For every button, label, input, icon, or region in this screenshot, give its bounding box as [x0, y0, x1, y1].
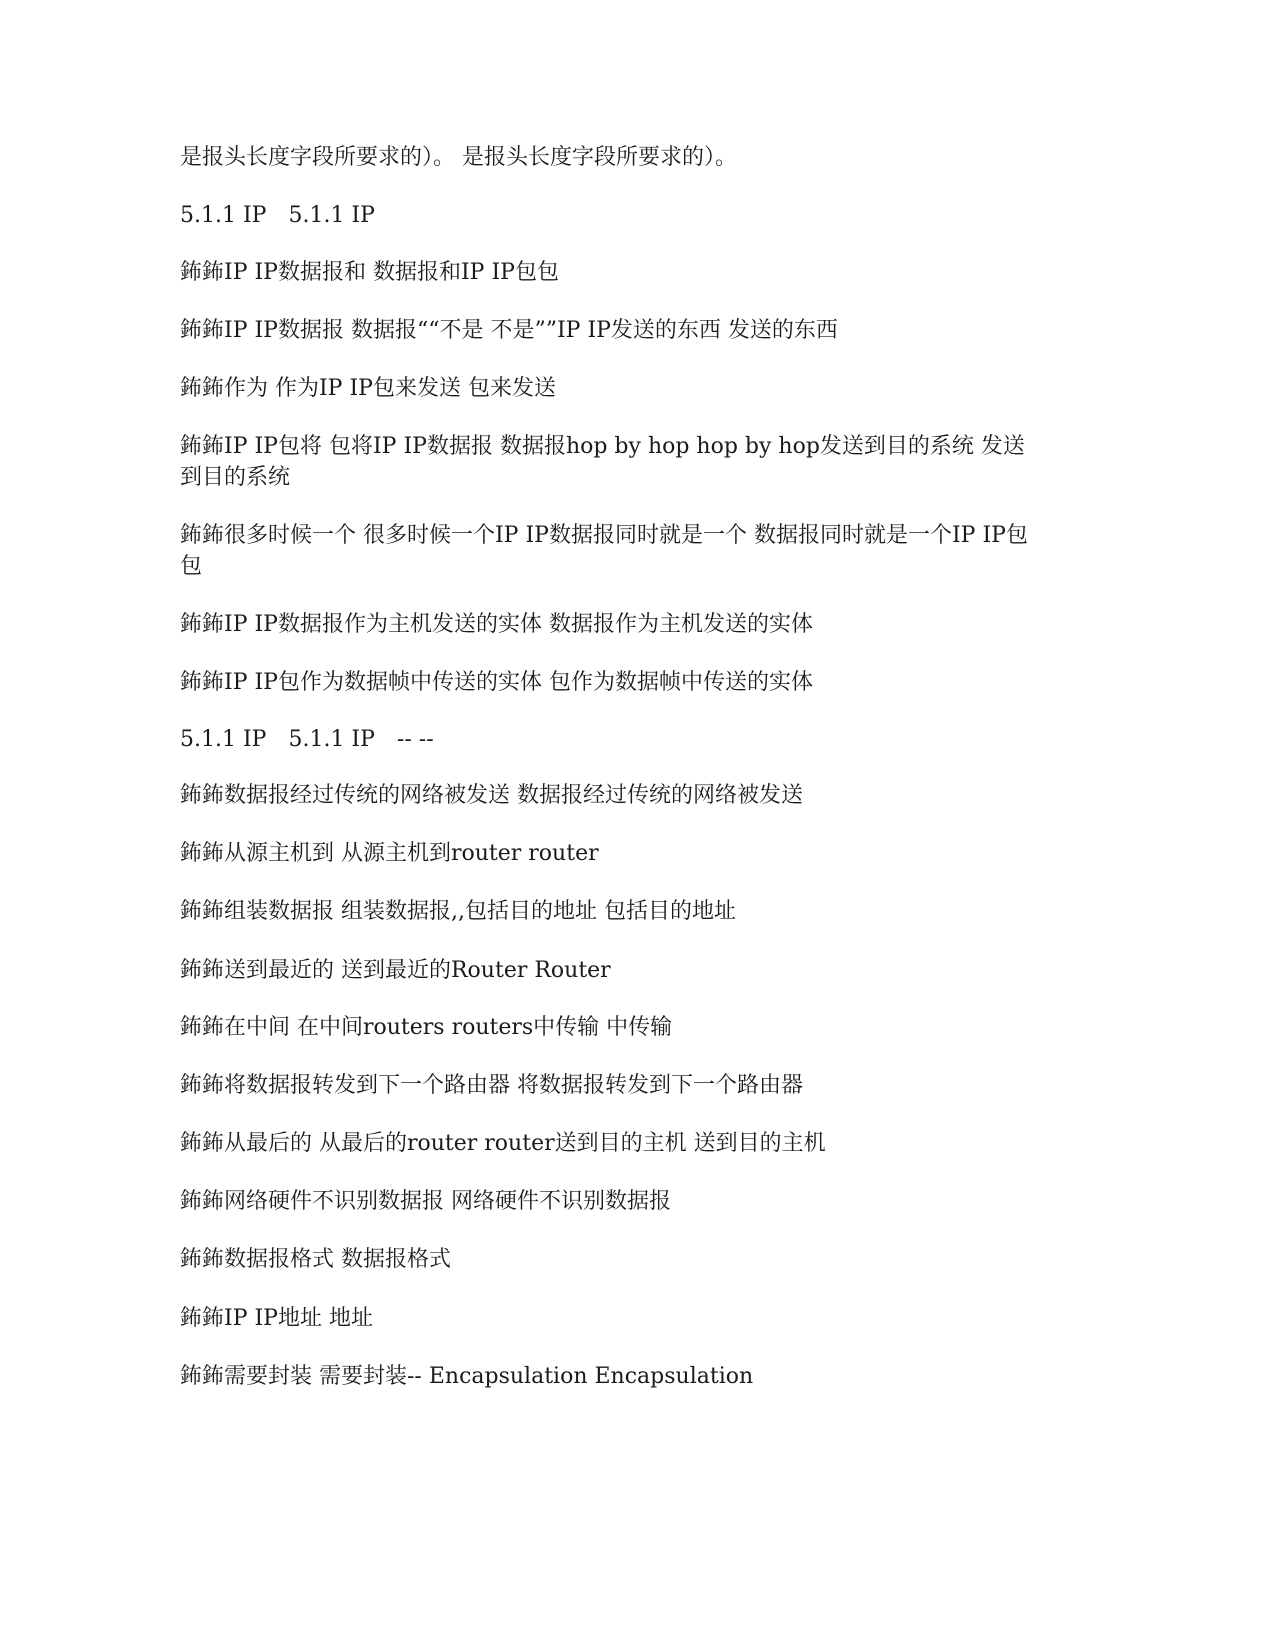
bullet-source-to-router: 鈽鈽从源主机到 从源主机到router router — [180, 841, 599, 866]
bullet-nearest-router: 鈽鈽送到最近的 送到最近的Router Router — [180, 958, 611, 983]
bullet-assemble-datagram: 鈽鈽组装数据报 组装数据报,,包括目的地址 包括目的地址 — [180, 899, 736, 924]
bullet-host-entity: 鈽鈽IP IP数据报作为主机发送的实体 数据报作为主机发送的实体 — [180, 612, 813, 637]
section-heading-5-1-1-ip-continued: 5.1.1 IP 5.1.1 IP -- -- — [180, 727, 434, 752]
bullet-frame-entity: 鈽鈽IP IP包作为数据帧中传送的实体 包作为数据帧中传送的实体 — [180, 670, 813, 695]
bullet-datagram-and-packet: 鈽鈽IP IP数据报和 数据报和IP IP包包 — [180, 260, 559, 285]
bullet-hop-by-hop: 鈽鈽IP IP包将 包将IP IP数据报 数据报hop by hop hop by hop发送到目的系统 发送到目的系统 — [180, 434, 1025, 490]
bullet-encapsulation: 鈽鈽需要封装 需要封装-- Encapsulation Encapsulation — [180, 1364, 754, 1389]
paragraph-header-length-note: 是报头长度字段所要求的）。 是报头长度字段所要求的）。 — [180, 145, 737, 170]
bullet-datagram-is-packet: 鈽鈽很多时候一个 很多时候一个IP IP数据报同时就是一个 数据报同时就是一个IP IP包包 — [180, 523, 1028, 579]
bullet-intermediate-routers: 鈽鈽在中间 在中间routers routers中传输 中传输 — [180, 1015, 673, 1040]
bullet-ip-address: 鈽鈽IP IP地址 地址 — [180, 1306, 373, 1331]
bullet-datagram-format: 鈽鈽数据报格式 数据报格式 — [180, 1247, 451, 1272]
section-heading-5-1-1-ip: 5.1.1 IP 5.1.1 IP — [180, 203, 375, 228]
bullet-last-router-to-host: 鈽鈽从最后的 从最后的router router送到目的主机 送到目的主机 — [180, 1131, 826, 1156]
bullet-sent-as-packet: 鈽鈽作为 作为IP IP包来发送 包来发送 — [180, 376, 556, 401]
bullet-forward-next-router: 鈽鈽将数据报转发到下一个路由器 将数据报转发到下一个路由器 — [180, 1073, 803, 1098]
bullet-hardware-not-recognize: 鈽鈽网络硬件不识别数据报 网络硬件不识别数据报 — [180, 1189, 671, 1214]
bullet-sent-over-network: 鈽鈽数据报经过传统的网络被发送 数据报经过传统的网络被发送 — [180, 783, 803, 808]
bullet-datagram-not-sent: 鈽鈽IP IP数据报 数据报““不是 不是””IP IP发送的东西 发送的东西 — [180, 318, 838, 343]
